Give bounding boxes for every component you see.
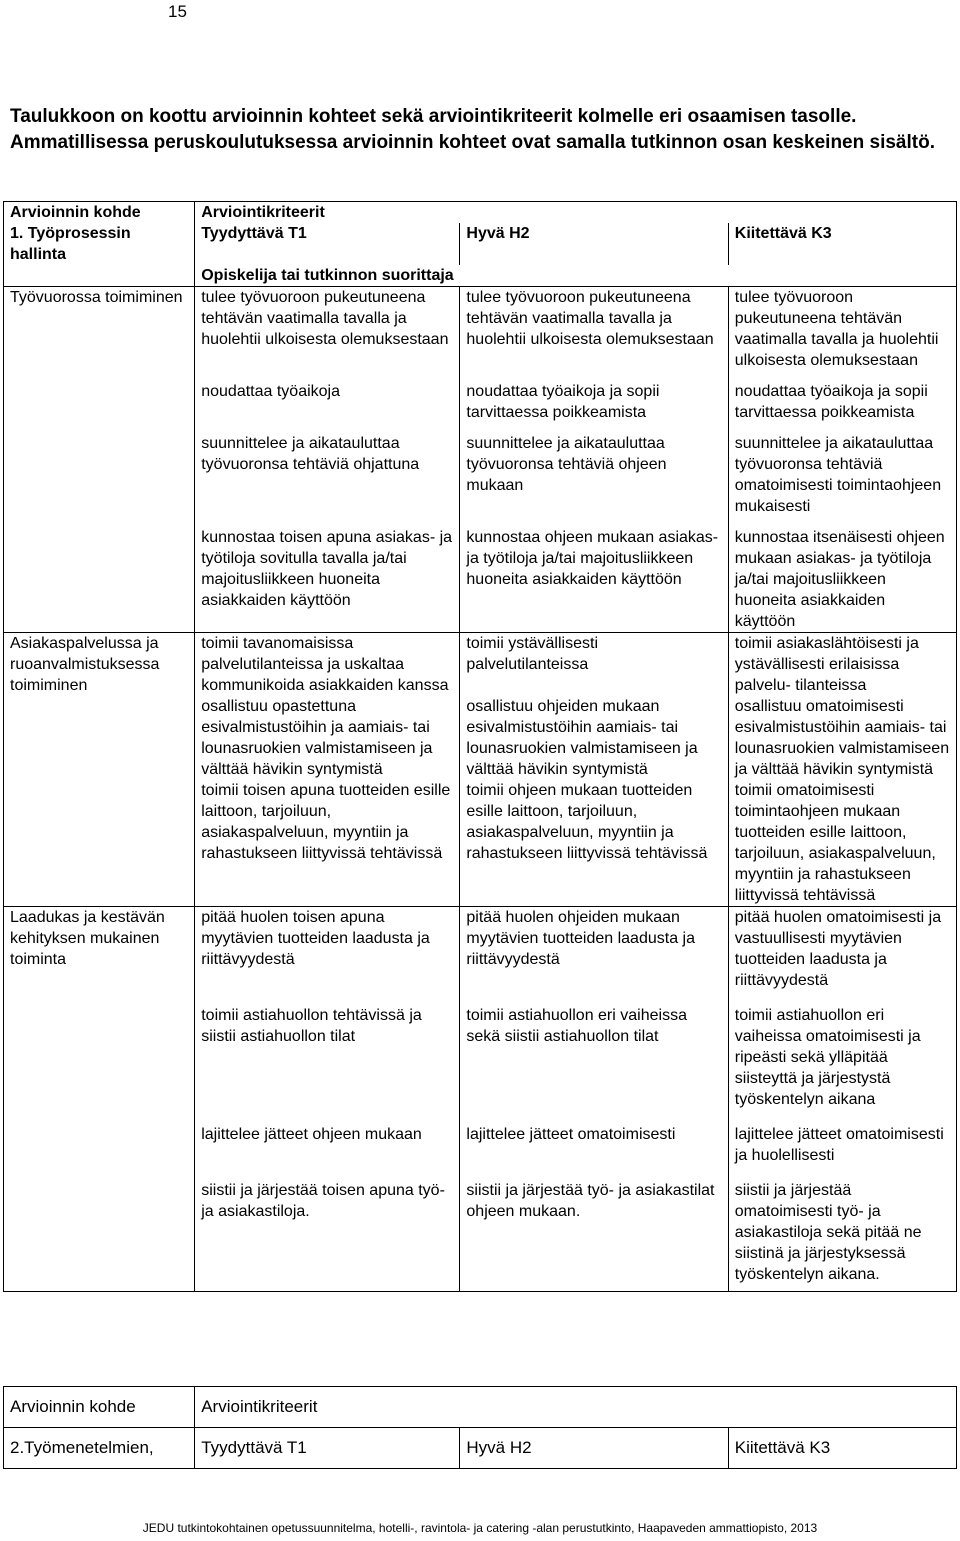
assessment-target-cell (4, 423, 195, 517)
criteria-cell-h2: kunnostaa ohjeen mukaan asiakas- ja työtiloja ja/tai majoitusliikkeen huoneita asiakkaiden käyttöön (460, 517, 728, 633)
criteria-row (4, 991, 957, 1110)
criteria-row (4, 517, 957, 633)
criteria-cell-k3: osallistuu omatoimisesti esivalmistustöihin aamiais- tai lounasruokien valmistamiseen ja välttää hävikin syntymistä (728, 696, 956, 780)
intro-paragraph: Taulukkoon on koottu arvioinnin kohteet sekä arviointikriteerit kolmelle eri osaamisen tasolle. Ammatillisessa peruskoulutuksessa arvioinnin kohteet ovat samalla tutkinnon osan keskeinen sisältö. (10, 106, 935, 153)
level-k3: Kiitettävä K3 (728, 223, 956, 265)
page-footer: JEDU tutkintokohtainen opetussuunnitelma, hotelli-, ravintola- ja catering -alan perustutkinto, Haapaveden ammattiopisto, 2013 (142, 1521, 818, 1535)
page-number: 15 (168, 2, 187, 21)
assessment-target-cell (4, 780, 195, 907)
criteria-cell-h2: tulee työvuoroon pukeutuneena tehtävän vaatimalla tavalla ja huolehtii ulkoisesta olemuksestaan (460, 287, 728, 372)
criteria-cell-k3: pitää huolen omatoimisesti ja vastuullisesti myytävien tuotteiden laadusta ja riittävyydestä (728, 907, 956, 992)
subheader: Opiskelija tai tutkinnon suorittaja (195, 265, 957, 287)
criteria-cell-h2: toimii astiahuollon eri vaiheissa sekä siistii astiahuollon tilat (460, 991, 728, 1110)
criteria-cell-t1: kunnostaa toisen apuna asiakas- ja työtiloja sovitulla tavalla ja/tai majoitusliikkeen huoneita asiakkaiden käyttöön (195, 517, 460, 633)
criteria-cell-k3: suunnittelee ja aikatauluttaa työvuoronsa tehtäviä omatoimisesti toimintaohjeen mukaisesti (728, 423, 956, 517)
criteria-cell-k3: toimii astiahuollon eri vaiheissa omatoimisesti ja ripeästi sekä ylläpitää siisteyttä ja järjestystä työskentelyn aikana (728, 991, 956, 1110)
criteria-cell-k3: siistii ja järjestää omatoimisesti työ- ja asiakastiloja sekä pitää ne siistinä ja järjestyksessä työskentelyn aikana. (728, 1166, 956, 1292)
criteria-row (4, 371, 957, 423)
criteria-cell-t1: siistii ja järjestää toisen apuna työ- ja asiakastiloja. (195, 1166, 460, 1292)
criteria-cell-h2: toimii ystävällisesti palvelutilanteissa (460, 633, 728, 697)
assessment-target-cell: Laadukas ja kestävän kehityksen mukainen toiminta (4, 907, 195, 992)
criteria-cell-k3: toimii omatoimisesti toimintaohjeen mukaan tuotteiden esille laittoon, tarjoiluun, asiakaspalveluun, myyntiin ja rahastukseen liittyvissä tehtävissä (728, 780, 956, 907)
assessment-target-cell (4, 1110, 195, 1166)
level-k3-2: Kiitettävä K3 (728, 1428, 956, 1469)
criteria-cell-t1: tulee työvuoroon pukeutuneena tehtävän vaatimalla tavalla ja huolehtii ulkoisesta olemuksestaan (195, 287, 460, 372)
criteria-row (4, 780, 957, 907)
header-target-2: Arvioinnin kohde (4, 1387, 195, 1428)
assessment-target-cell (4, 371, 195, 423)
assessment-table-1 (3, 201, 957, 1292)
level-h2-2: Hyvä H2 (460, 1428, 728, 1469)
criteria-row (4, 1166, 957, 1292)
criteria-row (4, 423, 957, 517)
criteria-cell-t1: toimii toisen apuna tuotteiden esille laittoon, tarjoiluun, asiakaspalveluun, myyntiin ja rahastukseen liittyvissä tehtävissä (195, 780, 460, 907)
criteria-row (4, 633, 957, 697)
criteria-cell-t1: lajittelee jätteet ohjeen mukaan (195, 1110, 460, 1166)
criteria-cell-h2: lajittelee jätteet omatoimisesti (460, 1110, 728, 1166)
criteria-cell-h2: pitää huolen ohjeiden mukaan myytävien tuotteiden laadusta ja riittävyydestä (460, 907, 728, 992)
criteria-row (4, 696, 957, 780)
header-criteria-2: Arviointikriteerit (195, 1387, 957, 1428)
level-t1: Tyydyttävä T1 (195, 223, 460, 265)
assessment-target-cell (4, 991, 195, 1110)
criteria-cell-k3: noudattaa työaikoja ja sopii tarvittaessa poikkeamista (728, 371, 956, 423)
criteria-cell-h2: noudattaa työaikoja ja sopii tarvittaessa poikkeamista (460, 371, 728, 423)
criteria-cell-k3: tulee työvuoroon pukeutuneena tehtävän vaatimalla tavalla ja huolehtii ulkoisesta olemuksestaan (728, 287, 956, 372)
criteria-cell-t1: pitää huolen toisen apuna myytävien tuotteiden laadusta ja riittävyydestä (195, 907, 460, 992)
criteria-cell-t1: suunnittelee ja aikatauluttaa työvuoronsa tehtäviä ohjattuna (195, 423, 460, 517)
criteria-row (4, 1110, 957, 1166)
header-criteria: Arviointikriteerit (195, 202, 957, 224)
assessment-target-cell: Työvuorossa toimiminen (4, 287, 195, 372)
criteria-cell-t1: toimii astiahuollon tehtävissä ja siistii astiahuollon tilat (195, 991, 460, 1110)
assessment-target-cell: Asiakaspalvelussa ja ruoanvalmistuksessa toimiminen (4, 633, 195, 697)
criteria-cell-t1: toimii tavanomaisissa palvelutilanteissa ja uskaltaa kommunikoida asiakkaiden kanssa (195, 633, 460, 697)
criteria-cell-t1: osallistuu opastettuna esivalmistustöihin ja aamiais- tai lounasruokien valmistamiseen ja välttää hävikin syntymistä (195, 696, 460, 780)
section-title: 1. Työprosessin hallinta (4, 223, 195, 265)
criteria-cell-k3: kunnostaa itsenäisesti ohjeen mukaan asiakas- ja työtiloja ja/tai majoitusliikkeen huoneita asiakkaiden käyttöön (728, 517, 956, 633)
assessment-target-cell (4, 696, 195, 780)
criteria-cell-t1: noudattaa työaikoja (195, 371, 460, 423)
assessment-target-cell (4, 1166, 195, 1292)
criteria-cell-h2: toimii ohjeen mukaan tuotteiden esille laittoon, tarjoiluun, asiakaspalveluun, myyntiin ja rahastukseen liittyvissä tehtävissä (460, 780, 728, 907)
criteria-cell-h2: suunnittelee ja aikatauluttaa työvuoronsa tehtäviä ohjeen mukaan (460, 423, 728, 517)
criteria-cell-k3: lajittelee jätteet omatoimisesti ja huolellisesti (728, 1110, 956, 1166)
header-target: Arvioinnin kohde (4, 202, 195, 224)
level-t1-2: Tyydyttävä T1 (195, 1428, 460, 1469)
criteria-row (4, 287, 957, 372)
criteria-cell-k3: toimii asiakaslähtöisesti ja ystävällisesti erilaisissa palvelu- tilanteissa (728, 633, 956, 697)
criteria-cell-h2: osallistuu ohjeiden mukaan esivalmistustöihin aamiais- tai lounasruokien valmistamiseen ja välttää hävikin syntymistä (460, 696, 728, 780)
criteria-cell-h2: siistii ja järjestää työ- ja asiakastilat ohjeen mukaan. (460, 1166, 728, 1292)
criteria-row (4, 907, 957, 992)
assessment-target-cell (4, 517, 195, 633)
section-title-2: 2.Työmenetelmien, (4, 1428, 195, 1469)
assessment-table-2 (3, 1386, 957, 1469)
level-h2: Hyvä H2 (460, 223, 728, 265)
